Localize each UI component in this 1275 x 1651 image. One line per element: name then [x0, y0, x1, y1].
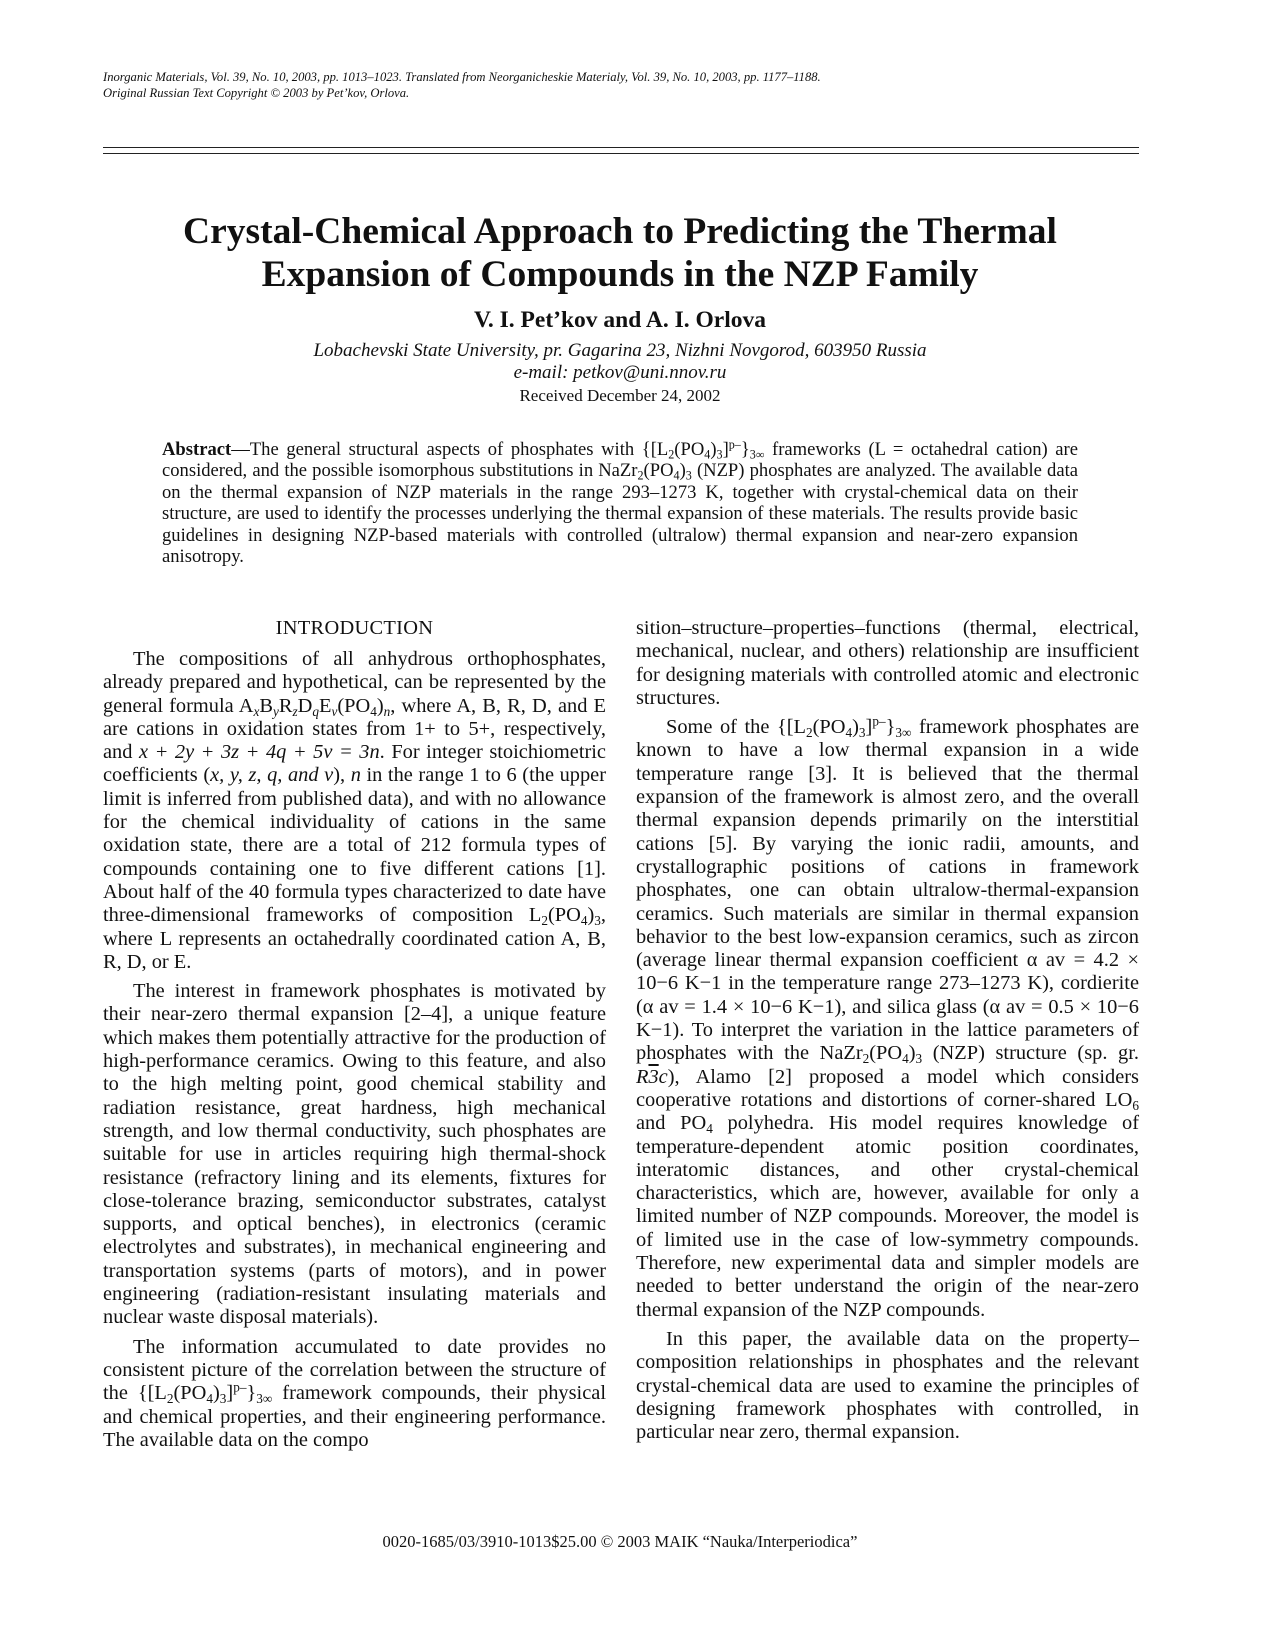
header-line-1: Inorganic Materials, Vol. 39, No. 10, 2003, pp. 1013–1023. Translated from Neorganicheskie Materialy, Vol. 39, No. 10, 2003, pp. 1177–1188.	[103, 70, 821, 84]
paragraph-3: The information accumulated to date provides no consistent picture of the correlation between the structure of the $\{[L_2(PO_4)_3]^{p-}\}_{3\infty}$ framework compounds, their physical and chemical properties, and their engineering performance. The available data on the compo	[103, 1335, 606, 1451]
affiliation: Lobachevski State University, pr. Gagarina 23, Nizhni Novgorod, 603950 Russia	[313, 340, 927, 361]
footer-copyright: 0020-1685/03/3910-1013$25.00 © 2003 MAIK “Nauka/Interperiodica”	[382, 1532, 858, 1551]
paragraph-5: In this paper, the available data on the property–composition relationships in phosphates and the relevant crystal-chemical data are used to examine the principles of designing framework phosphates with controlled, in particular near zero, thermal expansion.	[636, 1327, 1139, 1444]
received-date: Received December 24, 2002	[519, 386, 721, 405]
affiliation-block	[140, 340, 1100, 384]
email: e-mail: petkov@uni.nnov.ru	[513, 362, 727, 383]
header-rule-top	[103, 147, 1139, 148]
stoichiometry-equation: x + 2y + 3z + 4q + 5v = 3n	[138, 741, 380, 764]
paragraph-4: Some of the $\{[L_2(PO_4)_3]^{p-}\}_{3\infty}$ framework phosphates are known to have a low thermal expansion in a wide temperature range [3]. It is believed that the thermal expansion of the framework is almost zero, and the overall thermal expansion depends primarily on the interstitial cations [5]. By varying the ionic radii, amounts, and crystallographic positions of cations in framework phosphates, one can obtain ultralow-thermal-expansion ceramics. Such materials are similar in thermal expansion behavior to the best low-expansion ceramics, such as zircon (average linear thermal expansion coefficient α av = 4.2 × 10−6 K−1 in the temperature range 273–1273 K), cordierite (α av = 1.4 × 10−6 K−1), and silica glass (α av = 0.5 × 10−6 K−1). To interpret the variation in the lattice parameters of phosphates with the $NaZr_2(PO_4)_3$ (NZP) structure (sp. gr. R3c), Alamo [2] proposed a model which considers cooperative rotations and distortions of corner-shared $LO_6$ and $PO_4$ polyhedra. His model requires knowledge of temperature-dependent atomic position coordinates, interatomic distances, and other crystal-chemical characteristics, which are, however, available for only a limited number of NZP compounds. Moreover, the model is of limited use in the case of low-symmetry compounds. Therefore, new experimental data and simpler models are needed to better understand the origin of the near-zero thermal expansion of the NZP compounds.	[636, 713, 1139, 1321]
alpha-silica: α av = 0.5 × 10−6 K−1	[636, 995, 1139, 1042]
title-line-1: Crystal-Chemical Approach to Predicting the Thermal	[183, 211, 1057, 252]
paragraph-2: The interest in framework phosphates is motivated by their near-zero thermal expansion [2–4], a unique feature which makes them potentially attractive for the production of high-performance ceramics. Owing to this feature, and also to the high melting point, good chemical stability and radiation resistance, great hardness, high mechanical strength, and low thermal conductivity, such phosphates are suitable for use in articles requiring high thermal-shock resistance (refractory lining and its elements, fixtures for close-tolerance brazing, semiconductor substrates, catalyst supports, and optical benches), in electronics (ceramic electrolytes and substrates), in mechanical engineering and transportation systems (parts of motors), and in power engineering (radiation-resistant insulating materials and nuclear waste disposal materials).	[103, 980, 606, 1329]
left-column	[103, 617, 606, 1458]
paragraph-3-continued: sition–structure–properties–functions (thermal, electrical, mechanical, nuclear, and others) relationship are insufficient for designing materials with controlled atomic and electronic structures.	[636, 617, 1139, 709]
title-line-2: Expansion of Compounds in the NZP Family	[261, 254, 979, 295]
abstract-text-2: frameworks (L = octahedral cation) are considered, and the possible isomorphous substitutions in NaZr	[162, 439, 1078, 482]
header-rule-bottom	[103, 153, 1139, 154]
section-heading-introduction: INTRODUCTION	[275, 617, 434, 639]
paper-title	[140, 210, 1100, 296]
header-line-2: Original Russian Text Copyright © 2003 by Pet’kov, Orlova.	[103, 85, 410, 100]
abstract-label: Abstract	[162, 439, 232, 460]
authors: V. I. Pet’kov and A. I. Orlova	[473, 307, 767, 333]
abstract: Abstract—The general structural aspects of phosphates with $\{[L_2(PO_4)_3]^{p-}\}_{3\infty}$ frameworks (L = octahedral cation) are considered, and the possible isomorphous substitutions in $NaZr_2(PO_4)_3$ (NZP) phosphates are analyzed. The available data on the thermal expansion of NZP materials in the range 293–1273 K, together with crystal-chemical data on their structure, are used to identify the processes underlying the thermal expansion of these materials. The results provide basic guidelines in designing NZP-based materials with controlled (ultralow) thermal expansion and near-zero expansion anisotropy.	[162, 437, 1079, 568]
abstract-text-1: —The general structural aspects of phosphates with {[L	[231, 439, 669, 460]
alpha-cordierite: α av = 1.4 × 10−6 K−1	[642, 995, 835, 1018]
space-group: R3c	[636, 1065, 668, 1088]
abstract-text-3: (NZP) phosphates are analyzed. The available data on the thermal expansion of NZP materials in the range 293–1273 K, together with crystal-chemical data on their structure, are used to identify the processes underlying the thermal expansion of these materials. The results provide basic guidelines in designing NZP-based materials with controlled (ultralow) thermal expansion and near-zero expansion anisotropy.	[162, 460, 1079, 568]
right-column	[636, 617, 1139, 1450]
paragraph-1: The compositions of all anhydrous orthophosphates, already prepared and hypothetical, can be represented by the general formula $A_xB_yR_zD_qE_v(PO_4)_n$, where A, B, R, D, and E are cations in oxidation states from 1+ to 5+, respectively, and x + 2y + 3z + 4q + 5v = 3n. For integer stoichiometric coefficients (x, y, z, q, and v), n in the range 1 to 6 (the upper limit is inferred from published data), and with no allowance for the chemical individuality of cations in the same oxidation state, there are a total of 212 formula types of compounds containing one to five different cations [1]. About half of the 40 formula types characterized to date have three-dimensional frameworks of composition $L_2(PO_4)_3$, where L represents an octahedrally coordinated cation A, B, R, D, or E.	[103, 648, 607, 973]
journal-header	[103, 70, 1163, 101]
alpha-zircon: α av = 4.2 × 10−6 K−1	[636, 949, 1139, 995]
